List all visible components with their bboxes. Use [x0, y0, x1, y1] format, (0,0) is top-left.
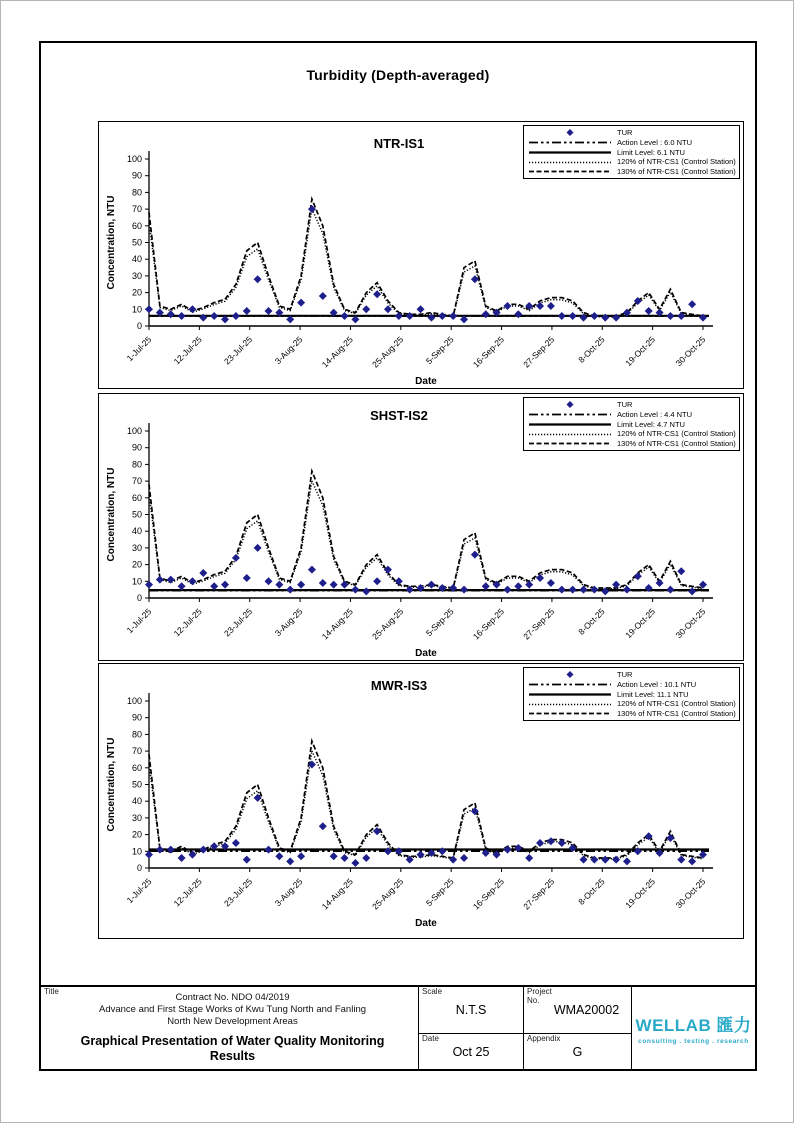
- page-title: Turbidity (Depth-averaged): [306, 67, 490, 83]
- svg-text:5-Sep-25: 5-Sep-25: [423, 876, 456, 909]
- svg-text:14-Aug-25: 14-Aug-25: [319, 606, 355, 642]
- svg-text:27-Sep-25: 27-Sep-25: [521, 876, 557, 912]
- svg-text:16-Sep-25: 16-Sep-25: [470, 876, 506, 912]
- svg-text:1-Jul-25: 1-Jul-25: [124, 876, 154, 906]
- chart-legend: [523, 125, 740, 179]
- scale-cell: [418, 987, 523, 1033]
- chart-shst-is2: [98, 393, 744, 661]
- svg-text:27-Sep-25: 27-Sep-25: [521, 334, 557, 370]
- dotted-marker-icon: [527, 158, 613, 167]
- appendix-label: Appendix: [527, 1034, 561, 1043]
- document-title-line1: Graphical Presentation of Water Quality Monitoring: [80, 1033, 385, 1048]
- svg-text:Concentration, NTU: Concentration, NTU: [106, 737, 117, 832]
- legend-entry: [527, 709, 736, 719]
- svg-text:10: 10: [131, 304, 142, 315]
- svg-text:19-Oct-25: 19-Oct-25: [623, 876, 658, 911]
- legend-entry: [527, 157, 736, 167]
- svg-text:20: 20: [131, 287, 142, 298]
- appendix-value: G: [572, 1044, 583, 1059]
- svg-text:60: 60: [131, 220, 142, 231]
- svg-text:40: 40: [131, 796, 142, 807]
- legend-entry-label: TUR: [617, 670, 633, 679]
- svg-text:25-Aug-25: 25-Aug-25: [370, 876, 406, 912]
- legend-entry-label: 130% of NTR-CS1 (Control Station): [617, 439, 736, 448]
- svg-text:SHST-IS2: SHST-IS2: [370, 408, 428, 423]
- svg-text:40: 40: [131, 526, 142, 537]
- scale-label: Scale: [422, 987, 443, 996]
- svg-text:70: 70: [131, 746, 142, 757]
- legend-entry: [527, 138, 736, 148]
- legend-entry-label: Limit Level: 6.1 NTU: [617, 147, 685, 157]
- svg-text:100: 100: [126, 154, 142, 164]
- title-block-title-cell: [41, 987, 418, 1069]
- svg-text:12-Jul-25: 12-Jul-25: [171, 606, 204, 639]
- svg-text:25-Aug-25: 25-Aug-25: [370, 334, 406, 370]
- svg-text:1-Jul-25: 1-Jul-25: [124, 606, 154, 636]
- svg-text:8-Oct-25: 8-Oct-25: [576, 606, 607, 637]
- drawing-frame: [39, 41, 757, 1071]
- svg-text:Date: Date: [415, 918, 437, 929]
- solid-marker-icon: [527, 420, 613, 429]
- legend-entry-label: Action Level : 4.4 NTU: [617, 409, 693, 419]
- svg-text:3-Aug-25: 3-Aug-25: [272, 334, 305, 367]
- document-title-line2: Results: [209, 1048, 256, 1063]
- svg-text:90: 90: [131, 170, 142, 181]
- svg-text:Concentration, NTU: Concentration, NTU: [106, 467, 117, 562]
- svg-text:MWR-IS3: MWR-IS3: [370, 678, 428, 693]
- svg-text:27-Sep-25: 27-Sep-25: [521, 606, 557, 642]
- appendix-cell: [523, 1033, 631, 1069]
- wellab-logo-text: WELLAB 匯力: [635, 1016, 752, 1035]
- legend-entry-label: 120% of NTR-CS1 (Control Station): [617, 699, 736, 709]
- svg-text:23-Jul-25: 23-Jul-25: [222, 606, 255, 639]
- contract-name-line1: Advance and First Stage Works of Kwu Tung North and Fanling: [98, 1004, 367, 1016]
- svg-text:60: 60: [131, 762, 142, 773]
- svg-text:Date: Date: [415, 648, 437, 659]
- diamond-marker-icon: [527, 400, 613, 409]
- dashdot-marker-icon: [527, 680, 613, 689]
- legend-entry: [527, 429, 736, 439]
- legend-entry-label: Action Level : 10.1 NTU: [617, 679, 697, 689]
- svg-text:90: 90: [131, 442, 142, 453]
- legend-entry-label: 120% of NTR-CS1 (Control Station): [617, 157, 736, 167]
- svg-text:5-Sep-25: 5-Sep-25: [423, 334, 456, 367]
- svg-text:50: 50: [131, 779, 142, 790]
- svg-text:Date: Date: [415, 376, 437, 387]
- project-cell: [523, 987, 631, 1033]
- svg-text:1-Jul-25: 1-Jul-25: [124, 334, 154, 364]
- chart-legend: [523, 397, 740, 451]
- svg-text:20: 20: [131, 559, 142, 570]
- diamond-marker-icon: [527, 128, 613, 137]
- solid-marker-icon: [527, 148, 613, 157]
- svg-text:16-Sep-25: 16-Sep-25: [470, 606, 506, 642]
- legend-entry: [527, 400, 736, 410]
- svg-text:14-Aug-25: 14-Aug-25: [319, 876, 355, 912]
- diamond-marker-icon: [527, 670, 613, 679]
- legend-entry: [527, 670, 736, 680]
- contract-number: Contract No. NDO 04/2019: [175, 992, 290, 1004]
- legend-entry: [527, 439, 736, 449]
- svg-text:NTR-IS1: NTR-IS1: [373, 136, 425, 151]
- svg-text:0: 0: [136, 863, 142, 873]
- svg-text:30: 30: [131, 542, 142, 553]
- legend-entry: [527, 167, 736, 177]
- svg-text:8-Oct-25: 8-Oct-25: [576, 334, 607, 365]
- contract-description: [99, 992, 366, 1028]
- title-block: [39, 985, 757, 1071]
- svg-text:80: 80: [131, 459, 142, 470]
- svg-text:30: 30: [131, 270, 142, 281]
- date-value: Oct 25: [452, 1044, 490, 1059]
- legend-entry-label: 130% of NTR-CS1 (Control Station): [617, 167, 736, 176]
- date-label: Date: [422, 1034, 439, 1043]
- svg-text:70: 70: [131, 204, 142, 215]
- wellab-logo: [631, 987, 755, 1069]
- svg-text:0: 0: [136, 593, 142, 603]
- dotted-marker-icon: [527, 700, 613, 709]
- dashed-marker-icon: [527, 439, 613, 448]
- svg-text:0: 0: [136, 321, 142, 331]
- dashed-marker-icon: [527, 709, 613, 718]
- svg-text:10: 10: [131, 576, 142, 587]
- legend-entry-label: Limit Level: 11.1 NTU: [617, 689, 689, 699]
- svg-text:Concentration, NTU: Concentration, NTU: [106, 195, 117, 290]
- scale-value: N.T.S: [455, 1003, 487, 1017]
- svg-text:25-Aug-25: 25-Aug-25: [370, 606, 406, 642]
- svg-text:100: 100: [126, 426, 142, 436]
- svg-text:30-Oct-25: 30-Oct-25: [673, 606, 708, 641]
- legend-entry: [527, 410, 736, 420]
- svg-text:70: 70: [131, 476, 142, 487]
- svg-text:20: 20: [131, 829, 142, 840]
- date-cell: [418, 1033, 523, 1069]
- legend-entry-label: 120% of NTR-CS1 (Control Station): [617, 429, 736, 439]
- legend-entry-label: TUR: [617, 128, 633, 137]
- svg-text:3-Aug-25: 3-Aug-25: [272, 876, 305, 909]
- title-label: Title: [44, 987, 59, 996]
- svg-text:100: 100: [126, 696, 142, 706]
- svg-text:80: 80: [131, 187, 142, 198]
- svg-text:16-Sep-25: 16-Sep-25: [470, 334, 506, 370]
- svg-text:19-Oct-25: 19-Oct-25: [623, 334, 658, 369]
- svg-text:3-Aug-25: 3-Aug-25: [272, 606, 305, 639]
- solid-marker-icon: [527, 690, 613, 699]
- contract-name-line2: North New Development Areas: [167, 1015, 298, 1027]
- svg-text:60: 60: [131, 492, 142, 503]
- legend-entry: [527, 690, 736, 700]
- svg-text:10: 10: [131, 846, 142, 857]
- svg-text:19-Oct-25: 19-Oct-25: [623, 606, 658, 641]
- svg-text:50: 50: [131, 237, 142, 248]
- svg-text:5-Sep-25: 5-Sep-25: [423, 606, 456, 639]
- svg-text:12-Jul-25: 12-Jul-25: [171, 876, 204, 909]
- legend-entry-label: TUR: [617, 400, 633, 409]
- dotted-marker-icon: [527, 430, 613, 439]
- dashdot-marker-icon: [527, 410, 613, 419]
- project-number: WMA20002: [553, 1003, 620, 1017]
- svg-text:30-Oct-25: 30-Oct-25: [673, 876, 708, 911]
- legend-entry: [527, 128, 736, 138]
- dashed-marker-icon: [527, 167, 613, 176]
- svg-text:40: 40: [131, 254, 142, 265]
- svg-text:8-Oct-25: 8-Oct-25: [576, 876, 607, 907]
- svg-text:23-Jul-25: 23-Jul-25: [222, 334, 255, 367]
- svg-text:30-Oct-25: 30-Oct-25: [673, 334, 708, 369]
- wellab-logo-tagline: consulting . testing . research: [638, 1038, 749, 1045]
- legend-entry-label: 130% of NTR-CS1 (Control Station): [617, 709, 736, 718]
- chart-ntr-is1: [98, 121, 744, 389]
- project-label: Project No.: [527, 987, 552, 1005]
- legend-entry: [527, 699, 736, 709]
- svg-text:80: 80: [131, 729, 142, 740]
- legend-entry: [527, 680, 736, 690]
- legend-entry-label: Action Level : 6.0 NTU: [617, 137, 693, 147]
- legend-entry-label: Limit Level: 4.7 NTU: [617, 419, 685, 429]
- svg-text:30: 30: [131, 812, 142, 823]
- document-title: [81, 1034, 385, 1064]
- legend-entry: [527, 148, 736, 158]
- dashdot-marker-icon: [527, 138, 613, 147]
- svg-text:12-Jul-25: 12-Jul-25: [171, 334, 204, 367]
- svg-text:90: 90: [131, 712, 142, 723]
- svg-text:50: 50: [131, 509, 142, 520]
- legend-entry: [527, 420, 736, 430]
- chart-mwr-is3: [98, 663, 744, 939]
- svg-text:14-Aug-25: 14-Aug-25: [319, 334, 355, 370]
- svg-text:23-Jul-25: 23-Jul-25: [222, 876, 255, 909]
- chart-legend: [523, 667, 740, 721]
